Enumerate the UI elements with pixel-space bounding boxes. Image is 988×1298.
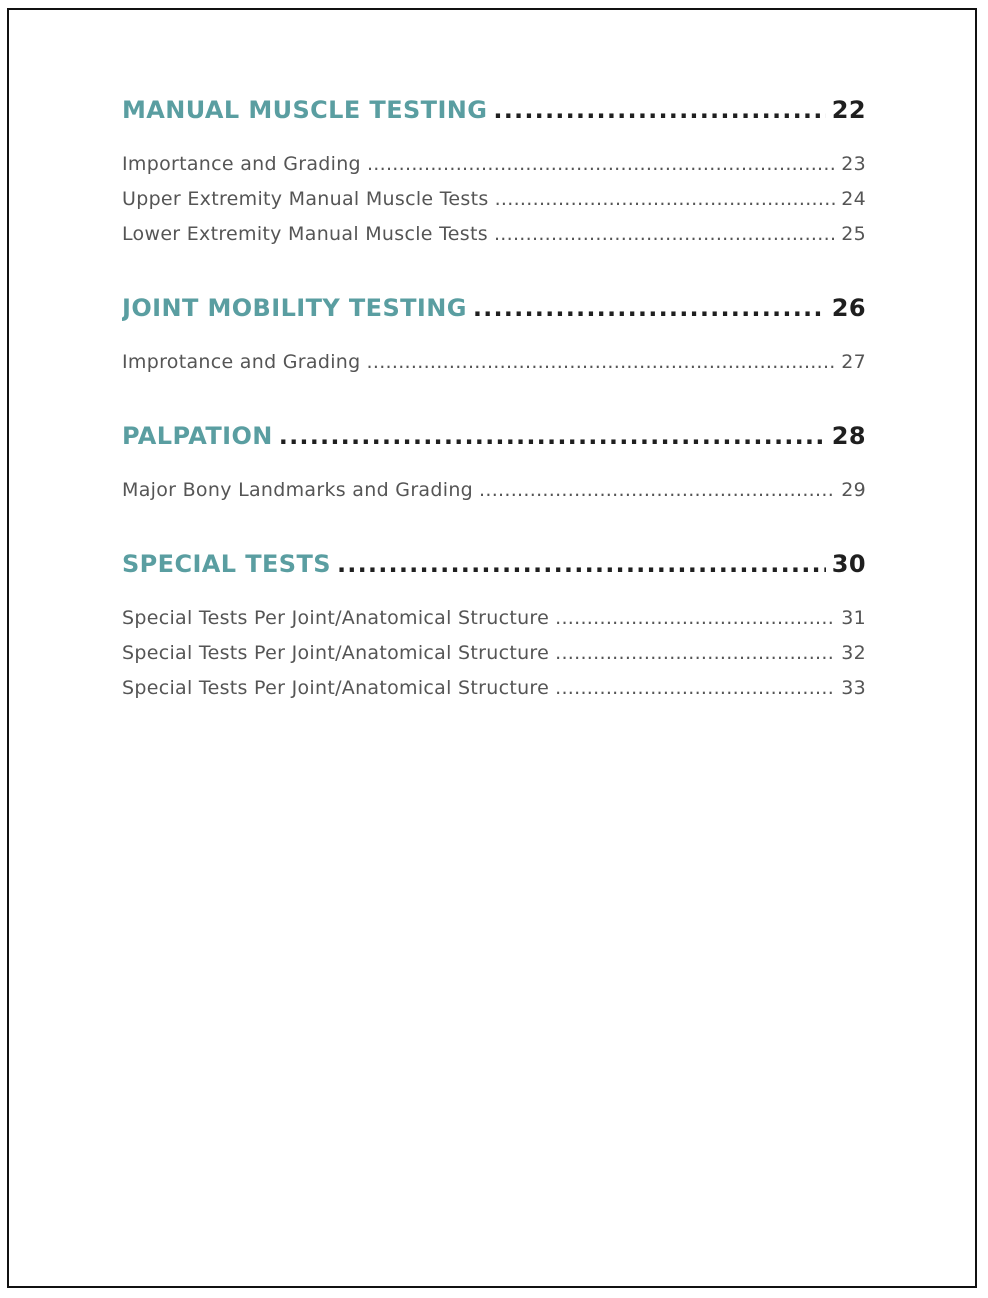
toc-heading[interactable]	[122, 422, 866, 462]
toc-heading-title: SPECIAL TESTS	[122, 550, 331, 578]
toc-heading[interactable]	[122, 96, 866, 136]
toc-entry[interactable]	[122, 153, 866, 188]
toc-section-joint-mobility-testing	[122, 294, 866, 386]
toc-entry-page: 32	[841, 642, 866, 664]
toc-entry-page: 29	[841, 479, 866, 501]
dot-leader	[555, 677, 835, 699]
toc-entry[interactable]	[122, 223, 866, 258]
toc-entry-page: 23	[841, 153, 866, 175]
toc-heading-title: JOINT MOBILITY TESTING	[122, 294, 467, 322]
toc-entry-title: Special Tests Per Joint/Anatomical Structure	[122, 642, 550, 664]
dot-leader	[479, 479, 835, 501]
table-of-contents	[122, 96, 866, 748]
toc-entry-title: Upper Extremity Manual Muscle Tests	[122, 188, 489, 210]
dot-leader	[494, 223, 835, 245]
toc-heading[interactable]	[122, 550, 866, 590]
dot-leader	[555, 642, 835, 664]
toc-heading-title: MANUAL MUSCLE TESTING	[122, 96, 488, 124]
toc-entry-title: Lower Extremity Manual Muscle Tests	[122, 223, 488, 245]
toc-entry[interactable]	[122, 677, 866, 712]
toc-section-palpation	[122, 422, 866, 514]
toc-entry-page: 25	[841, 223, 866, 245]
toc-entry-title: Improtance and Grading	[122, 351, 361, 373]
toc-section-special-tests	[122, 550, 866, 712]
toc-section-manual-muscle-testing	[122, 96, 866, 258]
toc-entry-title: Major Bony Landmarks and Grading	[122, 479, 474, 501]
toc-entry[interactable]	[122, 607, 866, 642]
toc-entry-page: 31	[841, 607, 866, 629]
toc-heading-page: 22	[831, 96, 866, 124]
toc-heading-page: 26	[831, 294, 866, 322]
toc-heading-page: 28	[831, 422, 866, 450]
toc-entry[interactable]	[122, 351, 866, 386]
toc-heading-page: 30	[831, 550, 866, 578]
dot-leader	[495, 188, 836, 210]
dot-leader	[473, 294, 826, 322]
dot-leader	[279, 422, 826, 450]
toc-entry-title: Importance and Grading	[122, 153, 361, 175]
toc-entry-title: Special Tests Per Joint/Anatomical Structure	[122, 677, 550, 699]
toc-entry[interactable]	[122, 188, 866, 223]
toc-entry-page: 24	[841, 188, 866, 210]
dot-leader	[493, 96, 825, 124]
document-page	[7, 8, 977, 1288]
dot-leader	[555, 607, 835, 629]
toc-heading[interactable]	[122, 294, 866, 334]
toc-heading-title: PALPATION	[122, 422, 273, 450]
toc-entry[interactable]	[122, 642, 866, 677]
toc-entry[interactable]	[122, 479, 866, 514]
dot-leader	[337, 550, 826, 578]
toc-entry-title: Special Tests Per Joint/Anatomical Structure	[122, 607, 550, 629]
toc-entry-page: 27	[841, 351, 866, 373]
toc-entry-page: 33	[841, 677, 866, 699]
dot-leader	[367, 351, 836, 373]
dot-leader	[367, 153, 835, 175]
